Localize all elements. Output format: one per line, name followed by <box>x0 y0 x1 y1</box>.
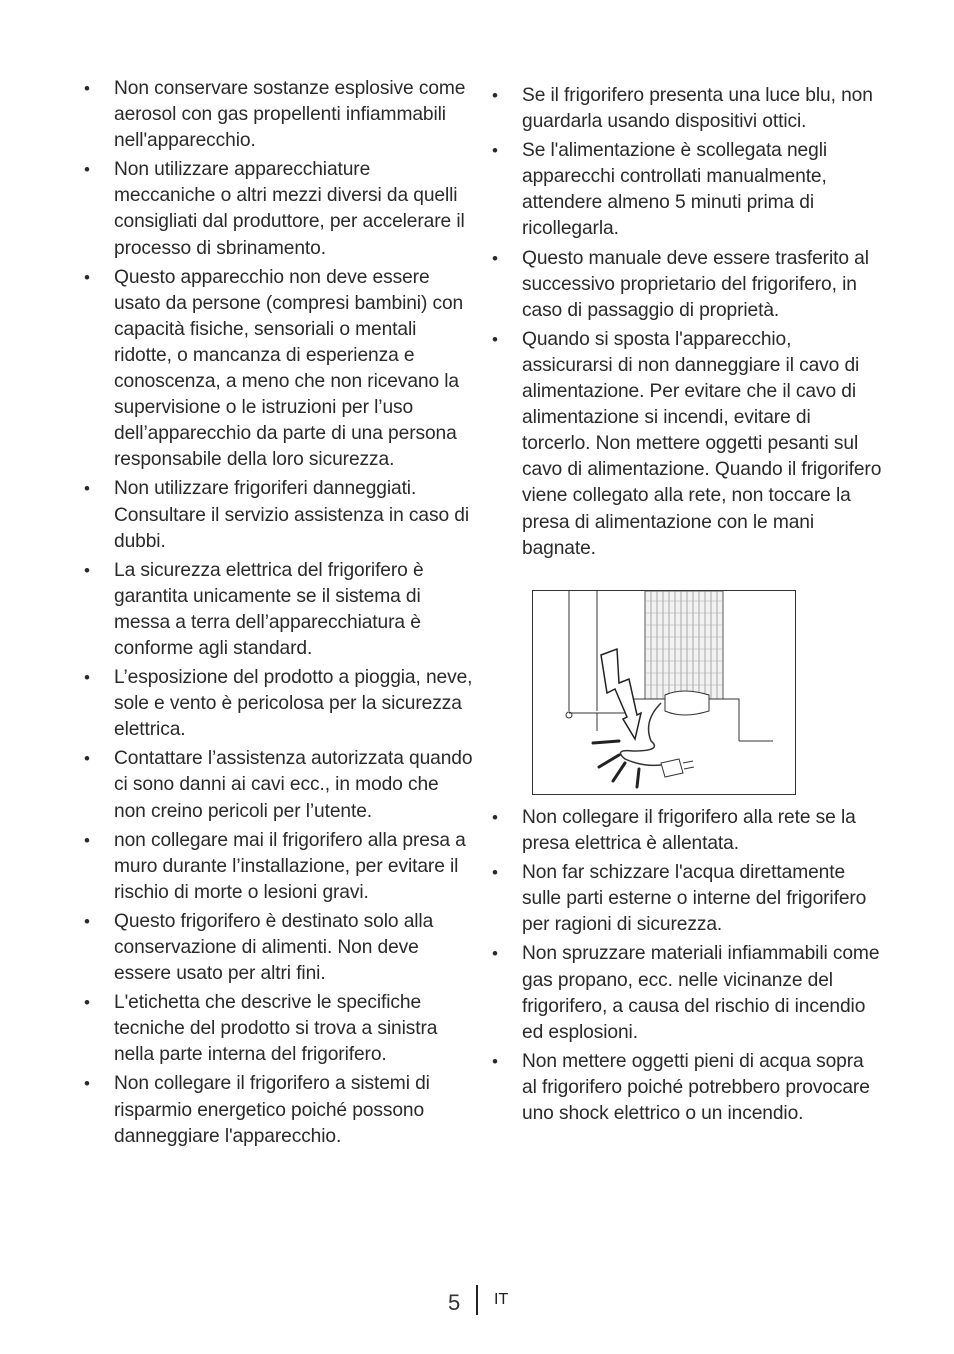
electric-hazard-illustration <box>532 590 796 795</box>
list-item: • L'etichetta che descrive le specifiche tecniche del prodotto si trova a sinistra nella parte interna del frigorifero. <box>84 990 474 1068</box>
list-item: • non collegare mai il frigorifero alla presa a muro durante l’installazione, per evitare il rischio di morte o lesioni gravi. <box>84 828 474 906</box>
list-item: • L’esposizione del prodotto a pioggia, neve, sole e vento è pericolosa per la sicurezza elettrica. <box>84 665 474 743</box>
page-number: 5 <box>448 1290 461 1315</box>
right-column-bottom <box>492 805 882 1130</box>
list-item: • Non utilizzare frigoriferi danneggiati. Consultare il servizio assistenza in caso di dubbi. <box>84 476 474 554</box>
right-top-bullet-list <box>492 83 882 562</box>
list-item: • Non utilizzare apparecchiature meccaniche o altri mezzi diversi da quelli consigliati dal produttore, per accelerare il processo di sbrinamento. <box>84 157 474 261</box>
list-item: • Non spruzzare materiali infiammabili come gas propano, ecc. nelle vicinanze del frigorifero, a causa del rischio di incendio ed esplosioni. <box>492 941 882 1045</box>
list-item: • Contattare l’assistenza autorizzata quando ci sono danni ai cavi ecc., in modo che non creino pericoli per l’utente. <box>84 746 474 824</box>
list-item: • La sicurezza elettrica del frigorifero è garantita unicamente se il sistema di messa a terra dell’apparecchiatura è conforme agli standard. <box>84 558 474 662</box>
right-bottom-bullet-list <box>492 805 882 1127</box>
right-column-top <box>492 83 882 565</box>
list-item: • Quando si sposta l'apparecchio, assicurarsi di non danneggiare il cavo di alimentazione. Per evitare che il cavo di alimentazione si incendi, evitare di torcerlo. Non mettere oggetti pesanti sul cavo di alimentazione. Quando il frigorifero viene collegato alla rete, non toccare la presa di alimentazione con le mani bagnate. <box>492 327 882 562</box>
list-item: • Non collegare il frigorifero a sistemi di risparmio energetico poiché possono danneggiare l'apparecchio. <box>84 1071 474 1149</box>
fridge-cable-drawing <box>533 591 794 793</box>
language-code: IT <box>494 1291 509 1308</box>
list-item: • Questo apparecchio non deve essere usato da persone (compresi bambini) con capacità fisiche, sensoriali o mentali ridotte, o mancanza di esperienza e conoscenza, a meno che non ricevano la supervisione o le istruzioni per l’uso dell’apparecchio da parte di una persona responsabile della loro sicurezza. <box>84 265 474 474</box>
page-footer <box>0 1282 954 1322</box>
list-item: • Non conservare sostanze esplosive come aerosol con gas propellenti infiammabili nell'apparecchio. <box>84 76 474 154</box>
footer-divider <box>476 1285 478 1315</box>
list-item: • Se l'alimentazione è scollegata negli apparecchi controllati manualmente, attendere almeno 5 minuti prima di ricollegarla. <box>492 138 882 242</box>
list-item: • Non far schizzare l'acqua direttamente sulle parti esterne o interne del frigorifero per ragioni di sicurezza. <box>492 860 882 938</box>
left-bullet-list <box>84 76 474 1150</box>
list-item: • Questo manuale deve essere trasferito al successivo proprietario del frigorifero, in caso di passaggio di proprietà. <box>492 246 882 324</box>
list-item: • Questo frigorifero è destinato solo alla conservazione di alimenti. Non deve essere usato per altri fini. <box>84 909 474 987</box>
list-item: • Non mettere oggetti pieni di acqua sopra al frigorifero poiché potrebbero provocare uno shock elettrico o un incendio. <box>492 1049 882 1127</box>
left-column <box>84 76 474 1153</box>
list-item: • Se il frigorifero presenta una luce blu, non guardarla usando dispositivi ottici. <box>492 83 882 135</box>
list-item: • Non collegare il frigorifero alla rete se la presa elettrica è allentata. <box>492 805 882 857</box>
